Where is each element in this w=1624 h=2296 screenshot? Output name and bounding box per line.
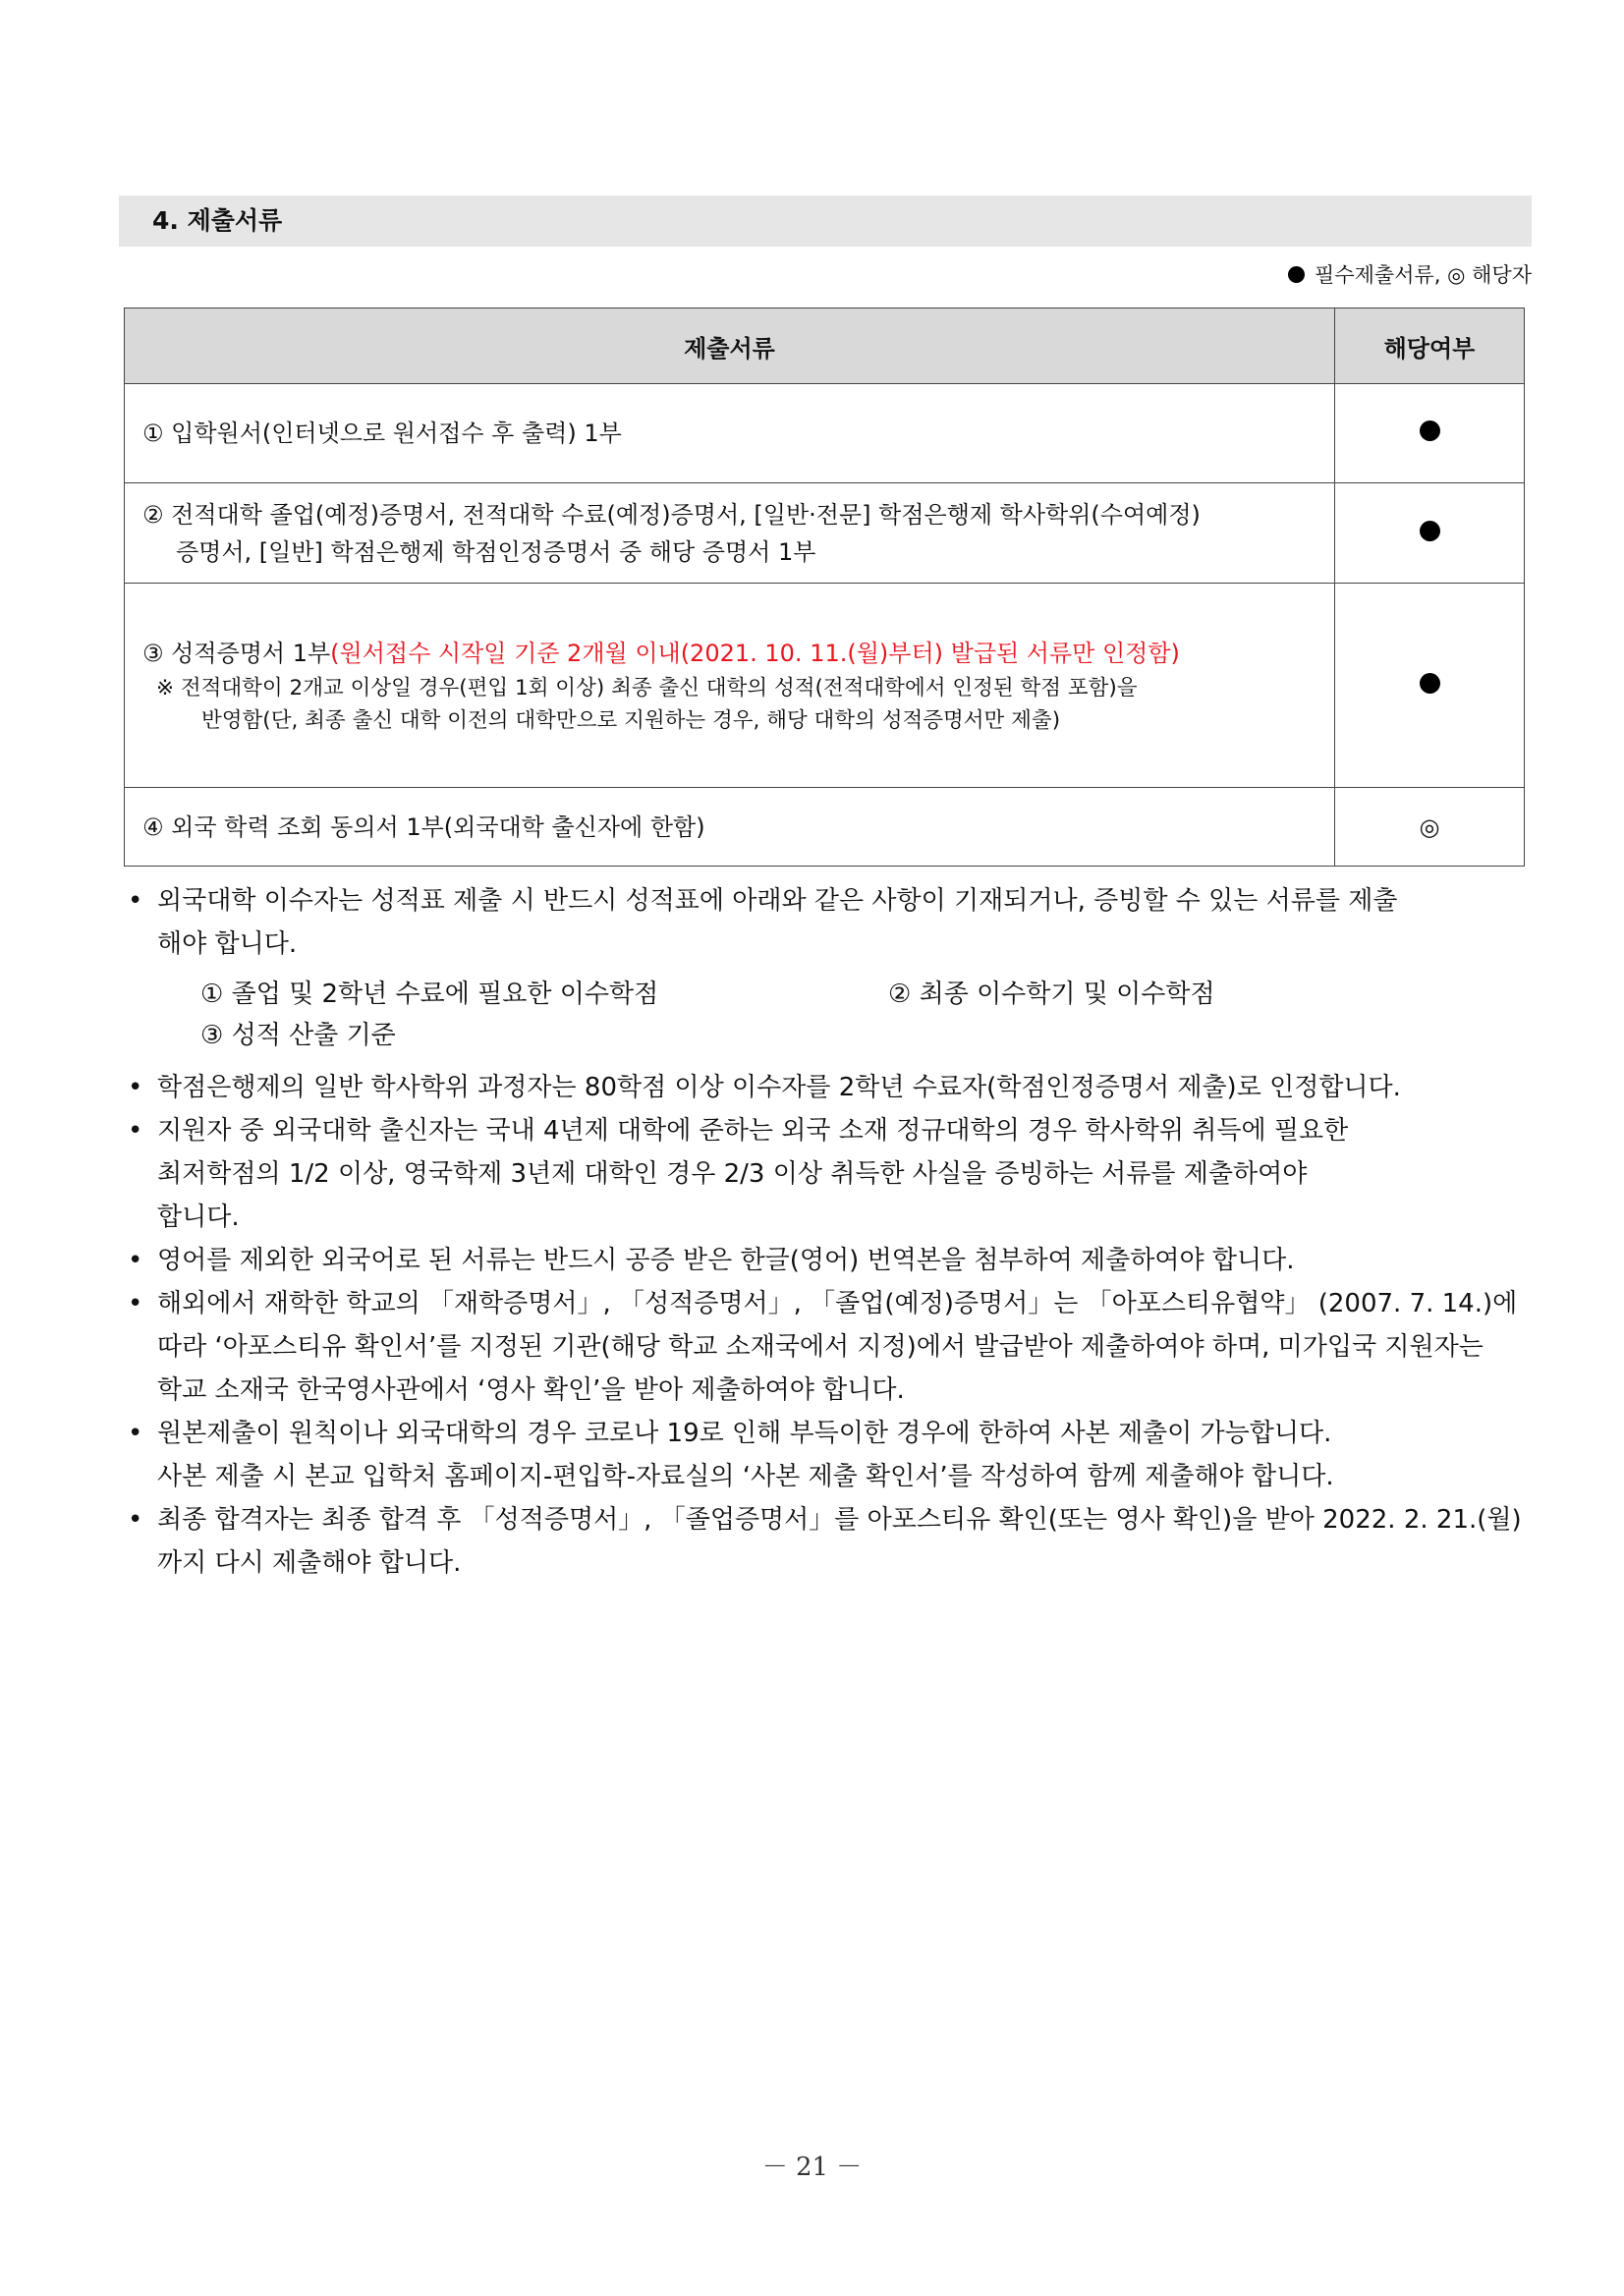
bullet-icon: • [128, 1116, 143, 1146]
list-item [124, 1498, 1539, 1585]
double-circle-icon: ◎ [1447, 263, 1466, 287]
list-item [124, 1412, 1539, 1498]
b1-line1: 외국대학 이수자는 성적표 제출 시 반드시 성적표에 아래와 같은 사항이 기재되거나, 증빙할 수 있는 서류를 제출 [157, 886, 1398, 916]
list-item [124, 1109, 1539, 1239]
b1-line2: 해야 합니다. [157, 929, 298, 959]
required-bullet-icon [1420, 420, 1440, 441]
page-number: － 21 － [761, 2153, 863, 2182]
row-3-mark [1335, 584, 1525, 788]
bullet-icon: • [128, 1073, 143, 1102]
row-2-desc [125, 483, 1335, 584]
row-3-note2: 반영함(단, 최종 출신 대학 이전의 대학만으로 지원하는 경우, 해당 대학의 성적증명서만 제출) [201, 707, 1061, 733]
bullet-icon: • [128, 1419, 143, 1448]
b5-line1: 해외에서 재학한 학교의 「재학증명서」, 「성적증명서」, 「졸업(예정)증명서」는 「아포스티유협약」 (2007. 7. 14.)에 [157, 1289, 1518, 1318]
row-4-mark [1335, 788, 1525, 867]
row-1-mark [1335, 384, 1525, 483]
b7-line2: 까지 다시 제출해야 합니다. [157, 1548, 462, 1578]
row-3-desc [125, 584, 1335, 788]
double-circle-icon: ◎ [1419, 812, 1440, 841]
row-2-line1: ② 전적대학 졸업(예정)증명서, 전적대학 수료(예정)증명서, [일반·전문] 학점은행제 학사학위(수여예정) [142, 500, 1201, 529]
table-row [125, 584, 1525, 788]
sub-item-3: ③ 성적 산출 기준 [200, 1021, 396, 1050]
b5-line2: 따라 ‘아포스티유 확인서’를 지정된 기관(해당 학교 소재국에서 지정)에서 발급받아 제출하여야 하며, 미가입국 지원자는 [157, 1332, 1484, 1362]
row-3-note1: ※ 전적대학이 2개교 이상일 경우(편입 1회 이상) 최종 출신 대학의 성적(전적대학에서 인정된 학점 포함)을 [156, 675, 1138, 700]
notes-list [124, 879, 1539, 1585]
bullet-icon: • [128, 1289, 143, 1318]
b6-line1: 원본제출이 원칙이나 외국대학의 경우 코로나 19로 인해 부득이한 경우에 한하여 사본 제출이 가능합니다. [157, 1419, 1332, 1448]
legend [1288, 260, 1532, 290]
sub-item-2: ② 최종 이수학기 및 이수학점 [888, 980, 1215, 1009]
b3-line2: 최저학점의 1/2 이상, 영국학제 3년제 대학인 경우 2/3 이상 취득한 사실을 증빙하는 서류를 제출하여야 [157, 1159, 1308, 1189]
table-row [125, 384, 1525, 483]
b3-line3: 합니다. [157, 1203, 240, 1232]
sub-item-1: ① 졸업 및 2학년 수료에 필요한 이수학점 [200, 980, 659, 1009]
row-1-desc: ① 입학원서(인터넷으로 원서접수 후 출력) 1부 [125, 384, 1335, 483]
required-bullet-icon [1420, 673, 1440, 694]
sub-list [157, 974, 1539, 1056]
header-docs: 제출서류 [125, 308, 1335, 384]
b6-line2: 사본 제출 시 본교 입학처 홈페이지-편입학-자료실의 ‘사본 제출 확인서’를 작성하여 함께 제출해야 합니다. [157, 1462, 1334, 1491]
legend-required-text: 필수제출서류, [1315, 263, 1441, 287]
list-item [124, 1066, 1539, 1109]
b2: 학점은행제의 일반 학사학위 과정자는 80학점 이상 이수자를 2학년 수료자(학점인정증명서 제출)로 인정합니다. [157, 1073, 1401, 1102]
table-header-row [125, 308, 1525, 384]
legend-applicable-text: 해당자 [1472, 263, 1532, 287]
documents-table [124, 308, 1525, 867]
bullet-icon: • [128, 1505, 143, 1535]
row-2-line2: 증명서, [일반] 학점은행제 학점인정증명서 중 해당 증명서 1부 [176, 537, 816, 566]
list-item [124, 1239, 1539, 1282]
b4: 영어를 제외한 외국어로 된 서류는 반드시 공증 받은 한글(영어) 번역본을 첨부하여 제출하여야 합니다. [157, 1246, 1295, 1275]
bullet-icon: • [128, 1246, 143, 1275]
row-3-line1 [142, 640, 1180, 667]
list-item [124, 1282, 1539, 1412]
list-item [124, 879, 1539, 1056]
row-2-mark [1335, 483, 1525, 584]
header-applicable: 해당여부 [1335, 308, 1525, 384]
required-bullet-icon [1420, 521, 1440, 541]
row-3-red-note: (원서접수 시작일 기준 2개월 이내(2021. 10. 11.(월)부터) 발급된 서류만 인정함) [330, 639, 1180, 667]
required-bullet-icon [1288, 266, 1305, 283]
row-4-desc: ④ 외국 학력 조회 동의서 1부(외국대학 출신자에 한함) [125, 788, 1335, 867]
row-3-title: ③ 성적증명서 1부 [142, 639, 331, 667]
table-row [125, 483, 1525, 584]
bullet-icon: • [128, 886, 143, 916]
section-title: 4. 제출서류 [119, 196, 1532, 247]
b7-line1: 최종 합격자는 최종 합격 후 「성적증명서」, 「졸업증명서」를 아포스티유 확인(또는 영사 확인)을 받아 2022. 2. 21.(월) [157, 1505, 1522, 1535]
b3-line1: 지원자 중 외국대학 출신자는 국내 4년제 대학에 준하는 외국 소재 정규대학의 경우 학사학위 취득에 필요한 [157, 1116, 1349, 1146]
b5-line3: 학교 소재국 한국영사관에서 ‘영사 확인’을 받아 제출하여야 합니다. [157, 1375, 905, 1405]
table-row [125, 788, 1525, 867]
